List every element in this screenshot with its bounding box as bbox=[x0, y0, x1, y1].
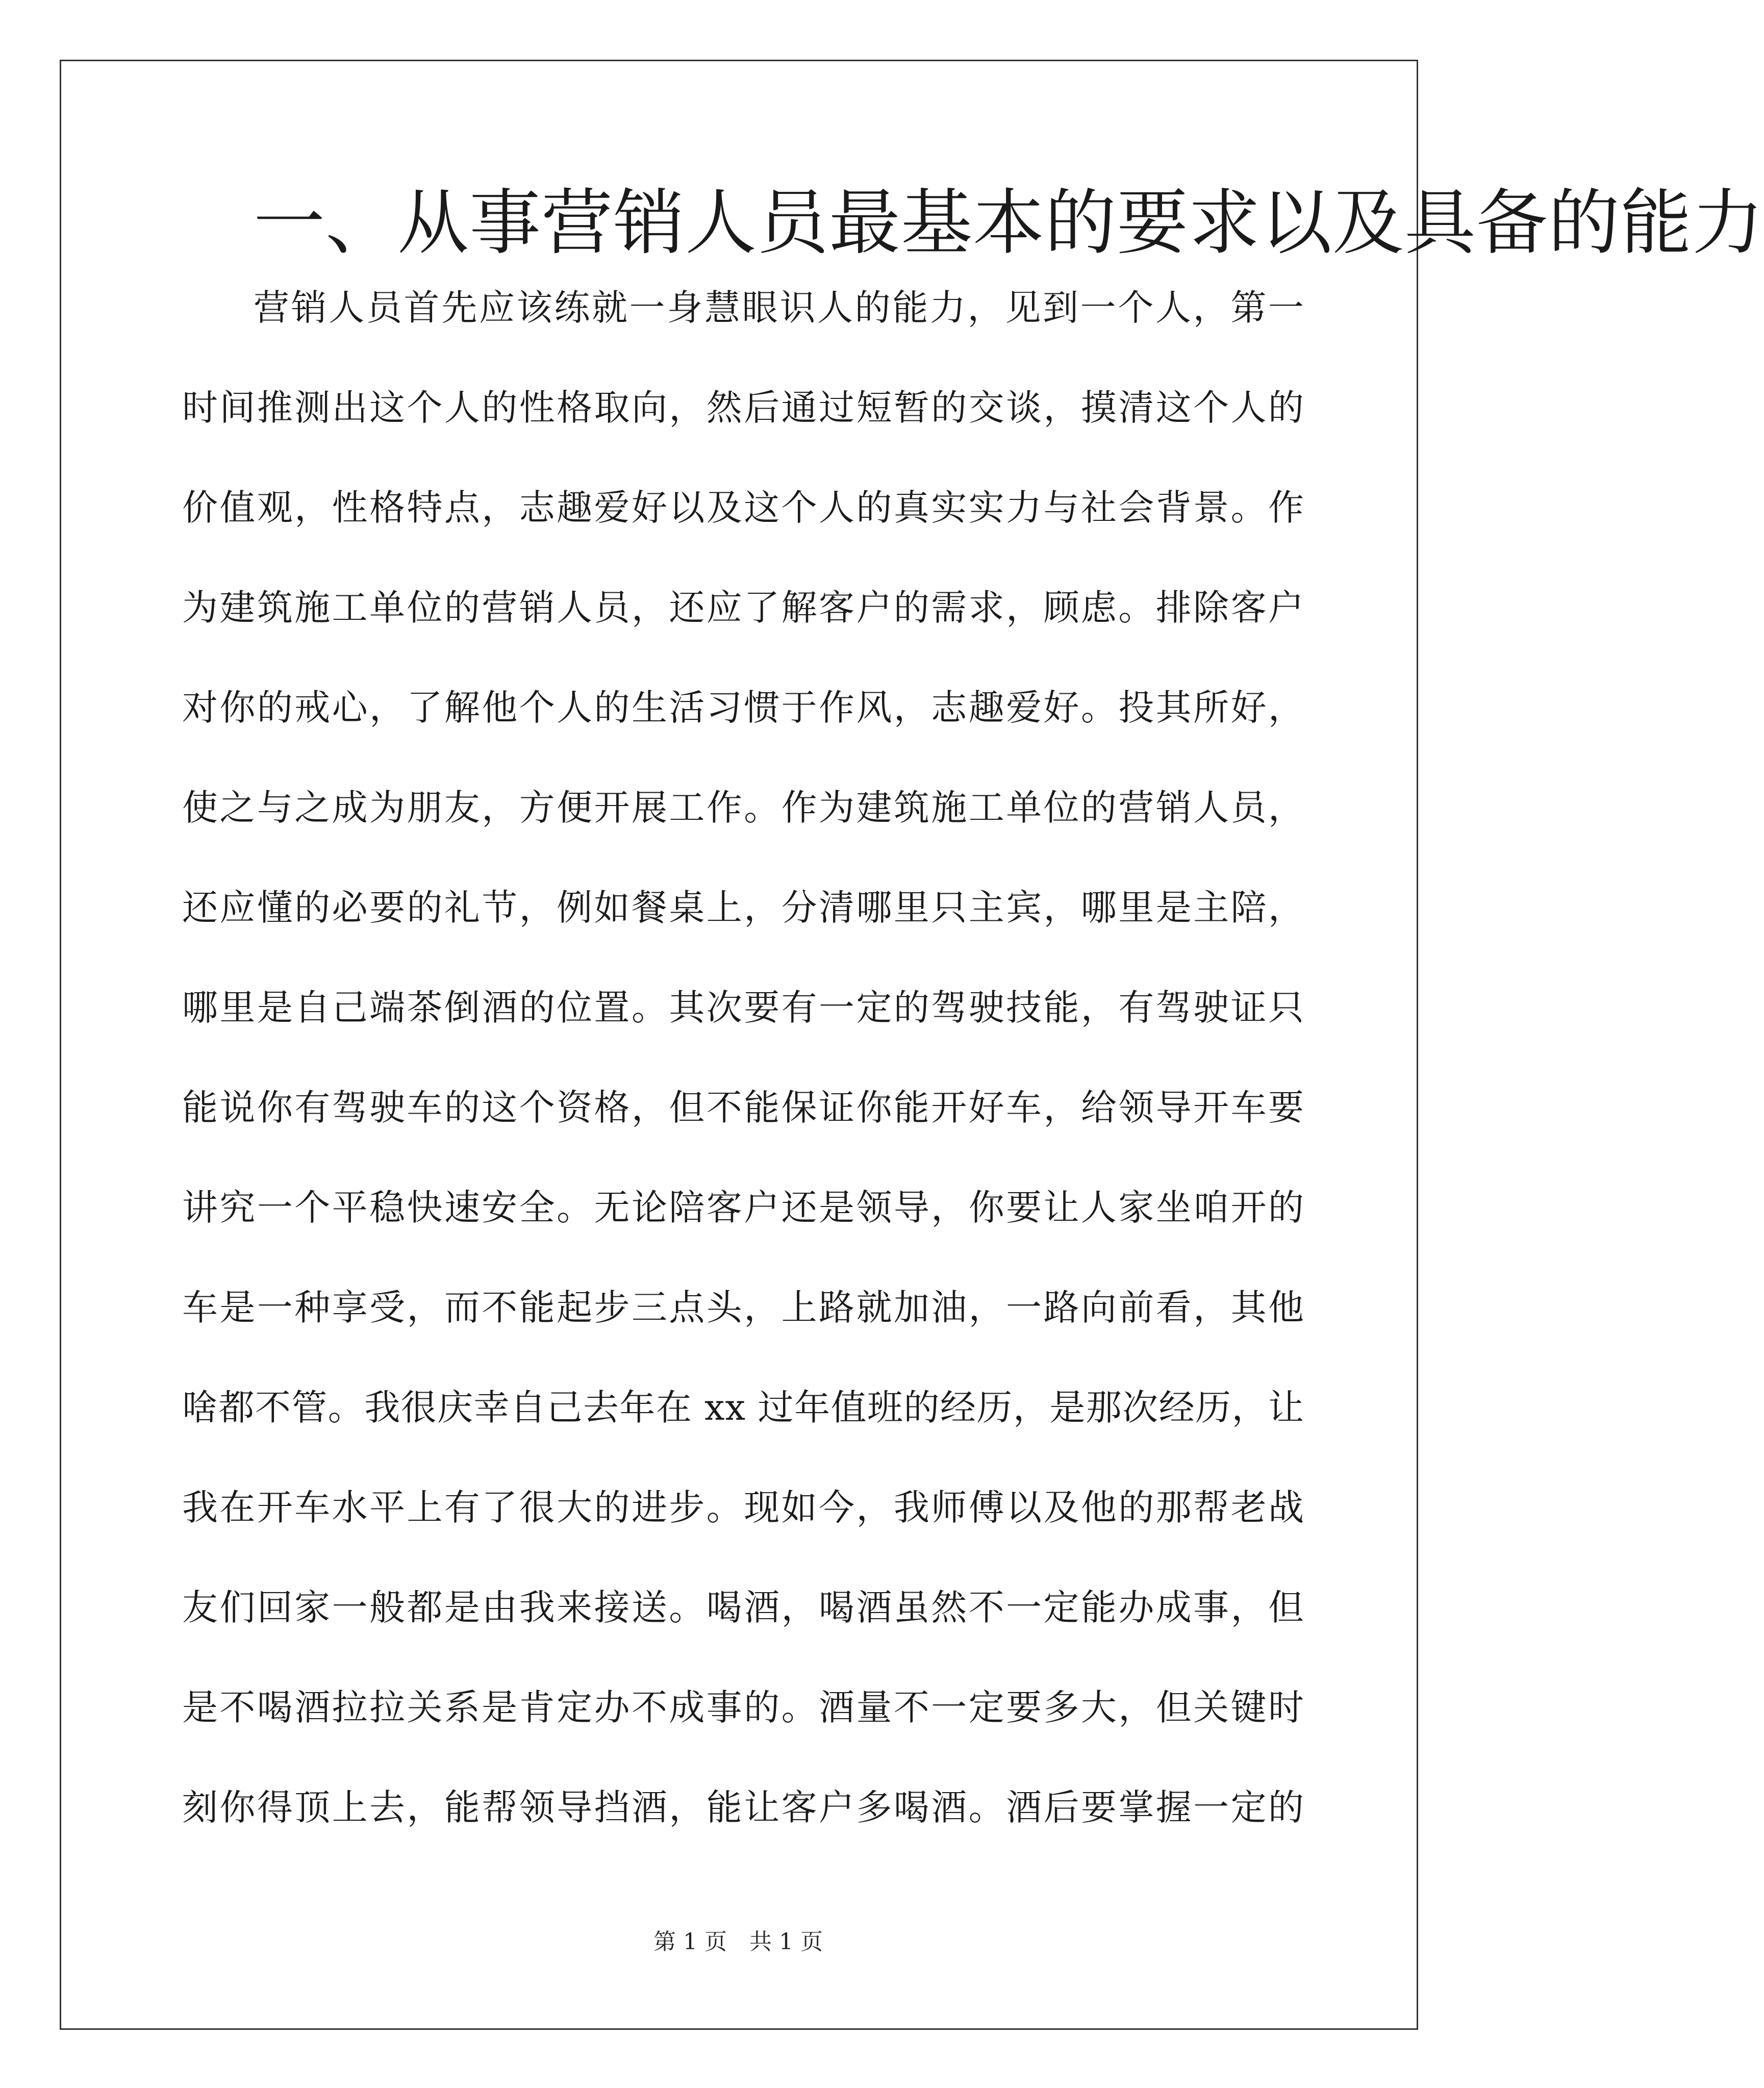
paragraph bbox=[182, 258, 1304, 1857]
text-line: 刻你得顶上去，能帮领导挡酒，能让客户多喝酒。酒后要掌握一定的 bbox=[182, 1787, 1304, 1828]
text-line: 我在开车水平上有了很大的进步。现如今，我师傅以及他的那帮老战 bbox=[182, 1487, 1304, 1528]
section-heading: 一、从事营销人员最基本的要求以及具备的能力 bbox=[254, 182, 1764, 265]
text-line: 能说你有驾驶车的这个资格，但不能保证你能开好车，给领导开车要 bbox=[182, 1087, 1304, 1128]
text-line: 时间推测出这个人的性格取向，然后通过短暂的交谈，摸清这个人的 bbox=[182, 387, 1304, 429]
text-line: 讲究一个平稳快速安全。无论陪客户还是领导，你要让人家坐咱开的 bbox=[182, 1187, 1304, 1228]
text-line: 价值观，性格特点，志趣爱好以及这个人的真实实力与社会背景。作 bbox=[182, 487, 1304, 529]
text-line: 友们回家一般都是由我来接送。喝酒，喝酒虽然不一定能办成事，但 bbox=[182, 1587, 1304, 1628]
text-line: 使之与之成为朋友，方便开展工作。作为建筑施工单位的营销人员， bbox=[182, 787, 1304, 828]
page-number: 第 1 页 共 1 页 bbox=[653, 1929, 823, 1955]
text-line: 啥都不管。我很庆幸自己去年在 xx 过年值班的经历，是那次经历，让 bbox=[182, 1387, 1304, 1428]
text-line: 为建筑施工单位的营销人员，还应了解客户的需求，顾虑。排除客户 bbox=[182, 587, 1304, 628]
text-line: 车是一种享受，而不能起步三点头，上路就加油，一路向前看，其他 bbox=[182, 1287, 1304, 1328]
text-line: 营销人员首先应该练就一身慧眼识人的能力，见到一个人，第一 bbox=[254, 287, 1304, 329]
text-line: 是不喝酒拉拉关系是肯定办不成事的。酒量不一定要多大，但关键时 bbox=[182, 1687, 1304, 1728]
text-line: 还应懂的必要的礼节，例如餐桌上，分清哪里只主宾，哪里是主陪， bbox=[182, 887, 1304, 928]
document-body bbox=[182, 182, 1764, 1857]
text-line: 对你的戒心，了解他个人的生活习惯于作风，志趣爱好。投其所好， bbox=[182, 687, 1304, 728]
text-line: 哪里是自己端茶倒酒的位置。其次要有一定的驾驶技能，有驾驶证只 bbox=[182, 987, 1304, 1028]
